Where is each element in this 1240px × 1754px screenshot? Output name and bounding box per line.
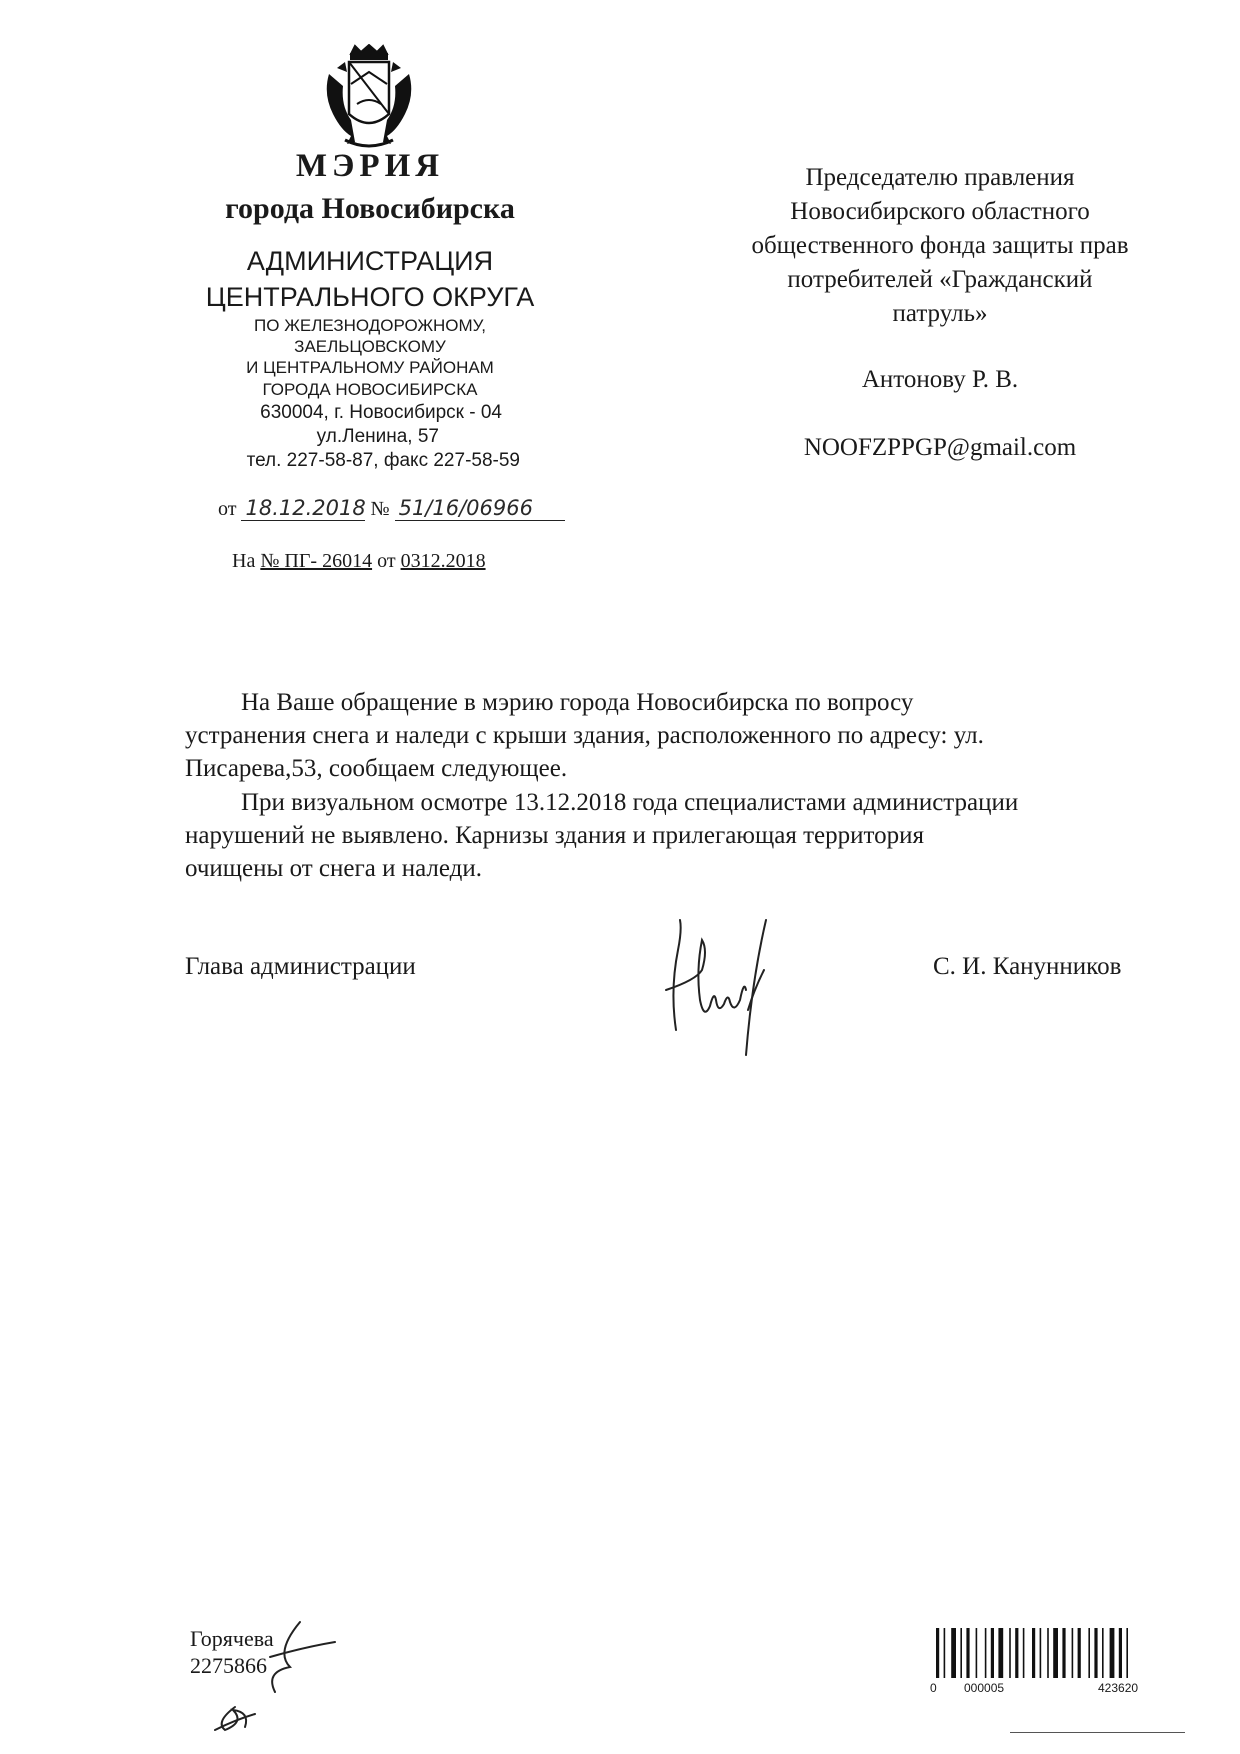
barcode [930,1626,1180,1688]
barcode-bar [1040,1628,1042,1678]
outgoing-reference [218,496,565,521]
barcode-digit: 0 [930,1681,937,1695]
barcode-bar [1072,1628,1074,1678]
body-paragraph-1 [185,686,1185,785]
handwritten-number: 51/16/06966 [395,496,565,521]
reply-from-label: от [377,550,396,572]
barcode-bar [976,1628,978,1678]
reply-date: 0312.2018 [400,550,486,572]
signatory-title: Глава администрации [185,953,416,980]
signatory-name: С. И. Канунников [933,953,1122,980]
barcode-bar [1062,1628,1065,1678]
barcode-bar [951,1628,956,1678]
barcode-bar [1094,1628,1097,1678]
barcode-bar [1119,1628,1122,1678]
city-emblem-icon [321,44,417,156]
reply-label: На [232,550,256,572]
body-paragraph-2 [185,786,1185,885]
barcode-bar [960,1628,962,1678]
barcode-bar [985,1628,987,1678]
barcode-bar [1088,1628,1090,1678]
body-line: устранения снега и наледи с крыши здания, расположенного по адресу: ул. [185,722,984,749]
administration-line: ГОРОДА НОВОСИБИРСКА [262,380,478,399]
barcode-bar [1015,1628,1018,1678]
body-line: На Ваше обращение в мэрию города Новосибирска по вопросу [241,689,914,716]
recipient-line: Председателю правления [805,164,1075,191]
administration-line: ПО ЖЕЛЕЗНОДОРОЖНОМУ, [254,316,486,335]
recipient-email: NOOFZPPGP@gmail.com [803,434,1077,461]
executor-signature [205,1612,340,1737]
number-label: № [370,498,390,520]
executor-phone: 2275866 [190,1653,267,1678]
barcode-bar [1053,1628,1058,1678]
barcode-number: 000005 [964,1681,1005,1695]
barcode-bar [1078,1628,1081,1678]
recipient-line: патруль» [892,300,988,327]
recipient-line: общественного фонда защиты прав [751,232,1129,259]
recipient-name: Антонову Р. В. [861,366,1019,393]
barcode-bar [936,1628,939,1678]
barcode-bar [998,1628,1003,1678]
barcode-bar [1032,1628,1035,1678]
address-postal: 630004, г. Новосибирск - 04 [260,402,502,423]
incoming-reference [232,550,486,573]
barcode-bar [1126,1628,1128,1678]
executor-name: Горячева [190,1626,274,1651]
administration-line: ЗАЕЛЬЦОВСКОМУ [294,337,446,356]
recipient-line: Новосибирского областного [790,198,1090,225]
barcode-bar [1023,1628,1025,1678]
barcode-bar [1009,1628,1011,1678]
mayor-city: города Новосибирска [225,192,515,225]
barcode-bar [966,1628,969,1678]
body-line: Писарева,53, сообщаем следующее. [185,755,568,782]
administration-district: ЦЕНТРАЛЬНОГО ОКРУГА [205,282,535,312]
mayor-title: МЭРИЯ [295,148,445,184]
barcode-bar [1110,1628,1115,1678]
barcode-bar [944,1628,946,1678]
barcode-bar [1047,1628,1049,1678]
administration-title: АДМИНИСТРАЦИЯ [246,246,494,276]
body-line: очищены от снега и наледи. [185,855,483,882]
recipient-line: потребителей «Гражданский [787,266,1093,293]
body-line: нарушений не выявлено. Карнизы здания и прилегающая территория [185,822,924,849]
barcode-bar [1102,1628,1104,1678]
handwritten-signature [656,910,786,1060]
address-phone: тел. 227-58-87, факс 227-58-59 [246,450,520,471]
bottom-divider [1010,1732,1185,1733]
administration-line: И ЦЕНТРАЛЬНОМУ РАЙОНАМ [246,358,494,377]
address-street: ул.Ленина, 57 [316,426,439,447]
reply-number: № ПГ- 26014 [260,550,373,572]
barcode-number: 423620 [1098,1681,1139,1695]
from-label: от [218,498,237,520]
barcode-bar [991,1628,994,1678]
handwritten-date: 18.12.2018 [241,496,365,521]
body-line: При визуальном осмотре 13.12.2018 года специалистами администрации [241,789,1019,816]
